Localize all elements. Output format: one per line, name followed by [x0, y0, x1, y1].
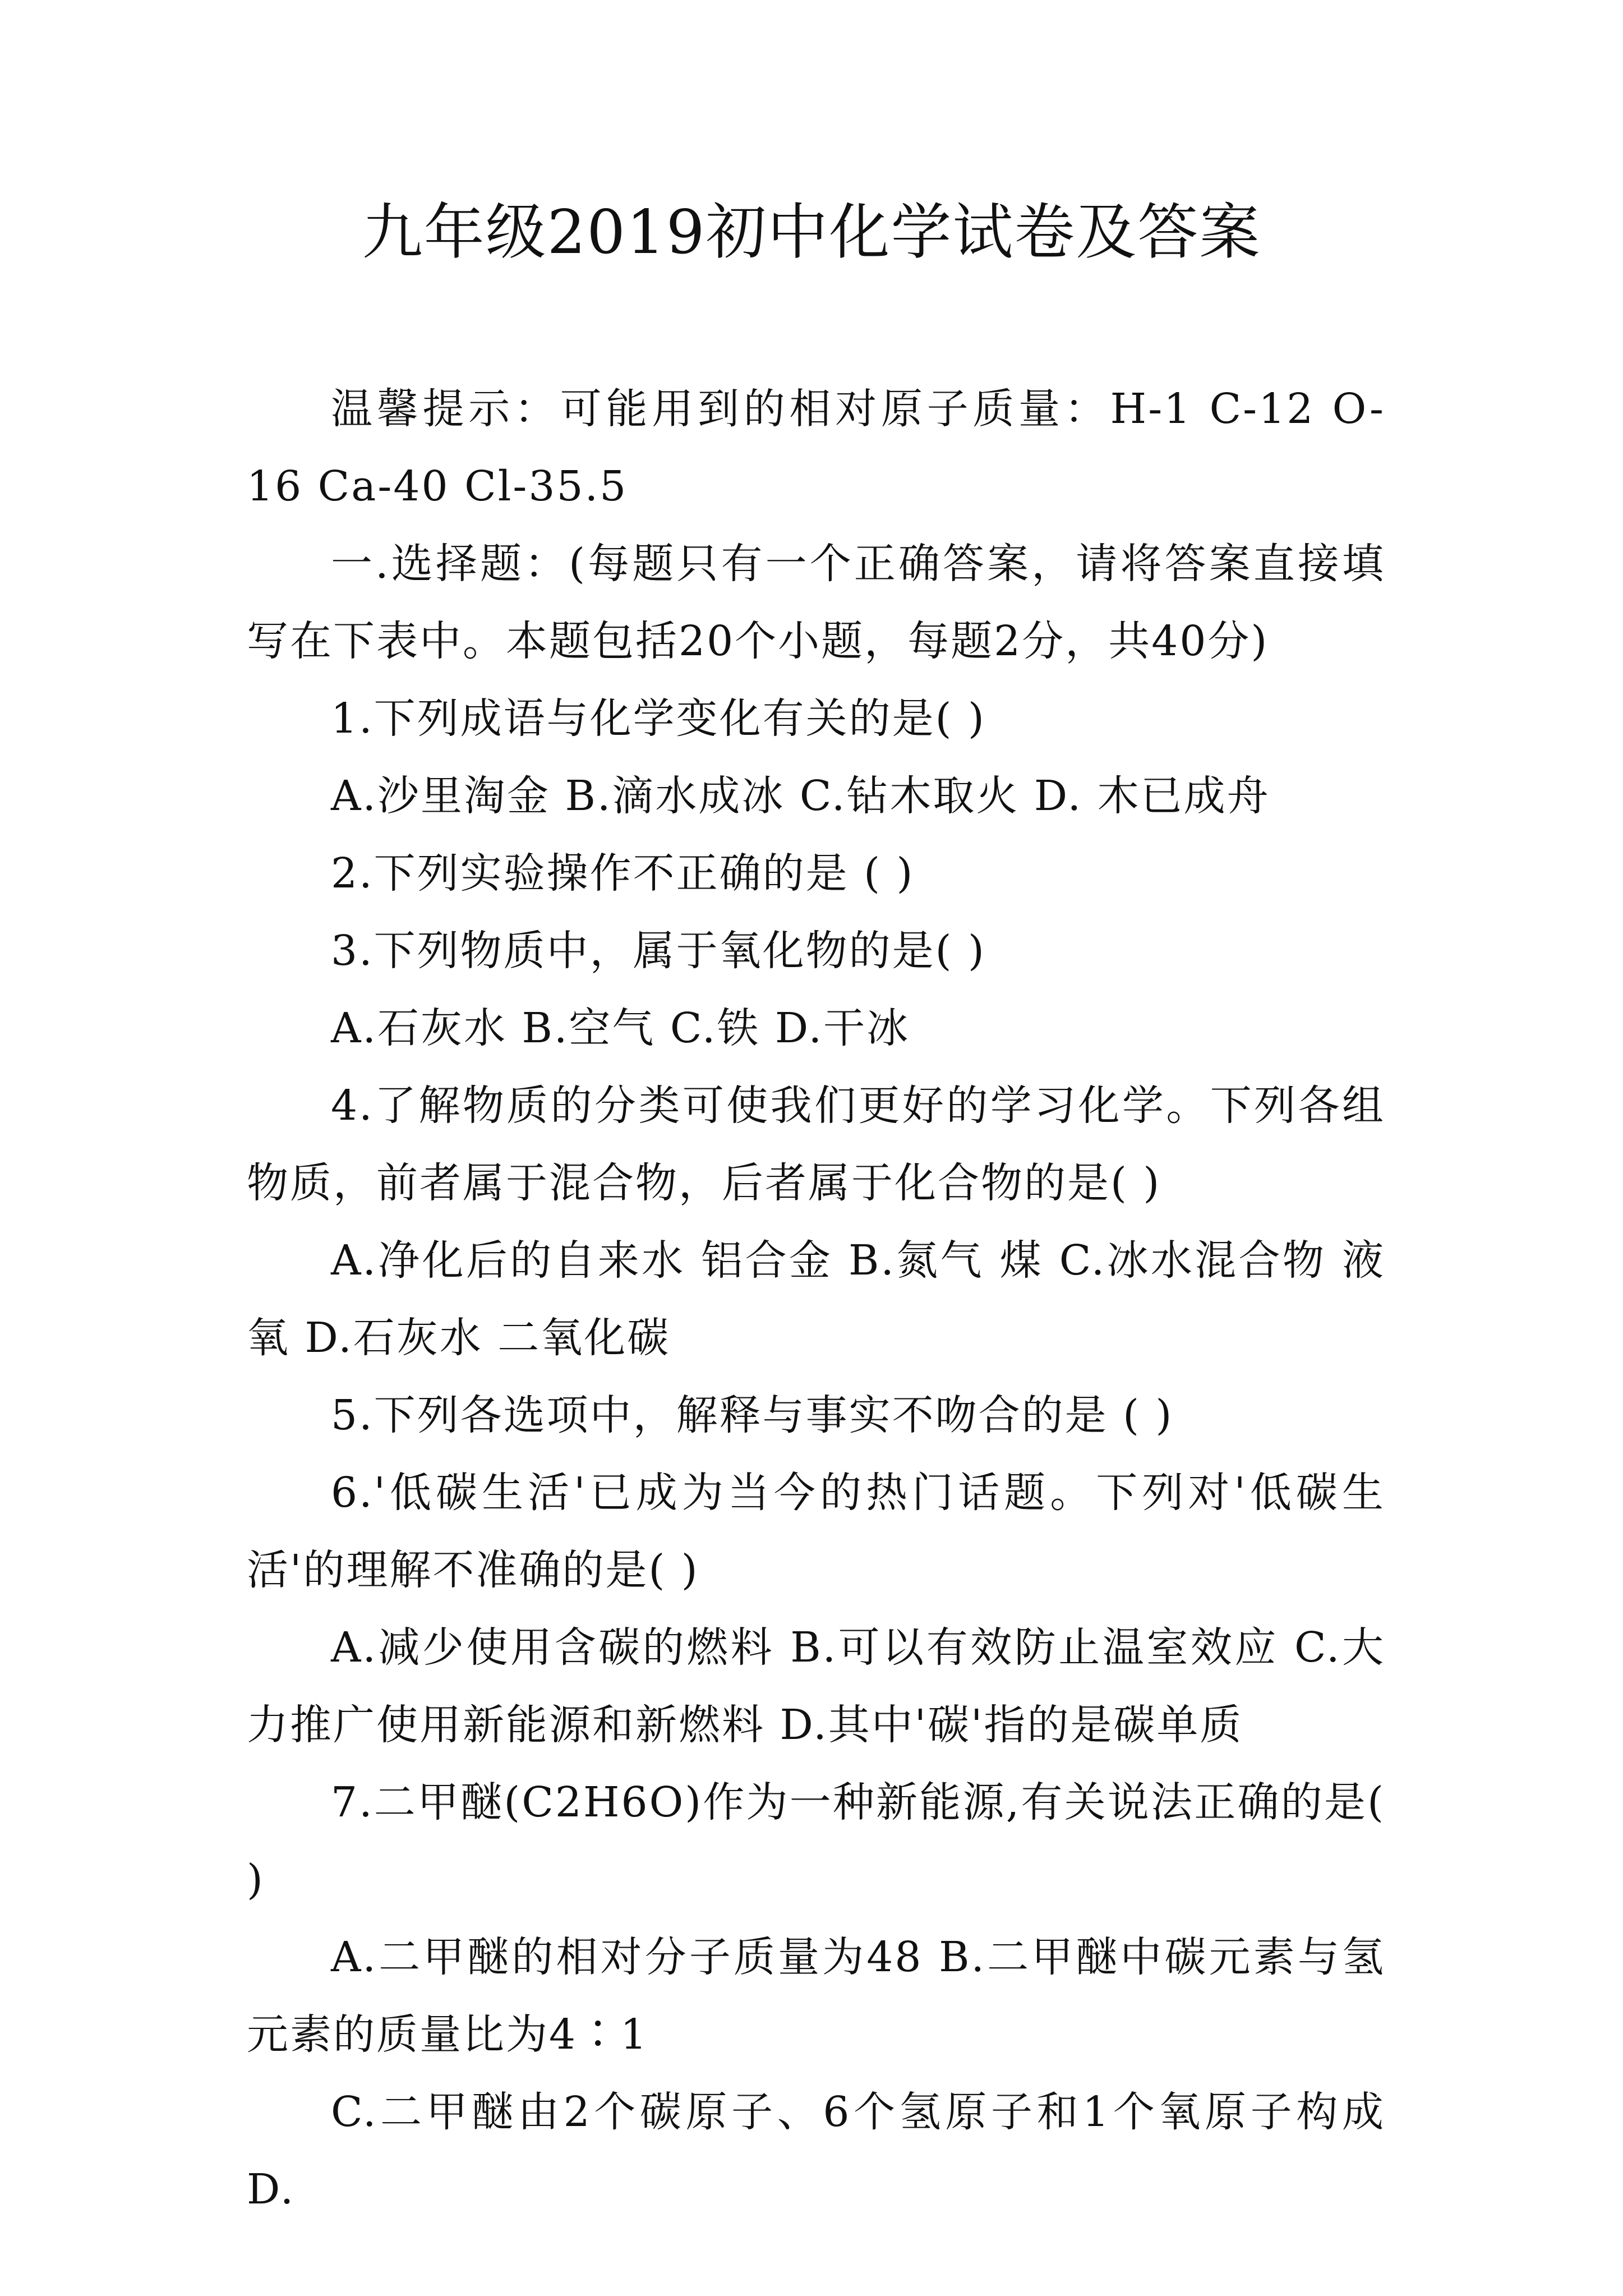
hint-paragraph: 温馨提示：可能用到的相对原子质量：H-1 C-12 O-16 Ca-40 Cl-35.5	[247, 385, 1385, 510]
question-4-options: A.净化后的自来水 铝合金 B.氮气 煤 C.冰水混合物 液氧 D.石灰水 二氧化碳	[247, 1236, 1385, 1362]
question-3: 3.下列物质中，属于氧化物的是( )	[331, 927, 986, 975]
question-4: 4.了解物质的分类可使我们更好的学习化学。下列各组物质，前者属于混合物，后者属于化合物的是( )	[247, 1082, 1385, 1207]
question-6-options: A.减少使用含碳的燃料 B.可以有效防止温室效应 C.大力推广使用新能源和新燃料 D.其中'碳'指的是碳单质	[247, 1623, 1385, 1749]
question-1: 1.下列成语与化学变化有关的是( )	[331, 694, 986, 743]
question-7: 7.二甲醚(C2H6O)作为一种新能源,有关说法正确的是( )	[247, 1778, 1385, 1904]
question-5: 5.下列各选项中，解释与事实不吻合的是 ( )	[331, 1391, 1174, 1439]
question-3-options: A.石灰水 B.空气 C.铁 D.干冰	[331, 1004, 910, 1052]
question-7-options-ab: A.二甲醚的相对分子质量为48 B.二甲醚中碳元素与氢元素的质量比为4∶1	[247, 1933, 1385, 2059]
question-1-options: A.沙里淘金 B.滴水成冰 C.钻木取火 D. 木已成舟	[331, 772, 1270, 820]
document-title: 九年级2019初中化学试卷及答案	[362, 197, 1261, 268]
document-body	[247, 370, 1385, 2228]
question-7-options-cd: C.二甲醚由2个碳原子、6个氢原子和1个氧原子构成 D.	[247, 2088, 1385, 2214]
section-heading-choice: 一.选择题：(每题只有一个正确答案，请将答案直接填写在下表中。本题包括20个小题，每题2分，共40分)	[247, 540, 1385, 665]
question-2: 2.下列实验操作不正确的是 ( )	[331, 849, 915, 898]
question-6: 6.'低碳生活'已成为当今的热门话题。下列对'低碳生活'的理解不准确的是( )	[247, 1469, 1385, 1594]
